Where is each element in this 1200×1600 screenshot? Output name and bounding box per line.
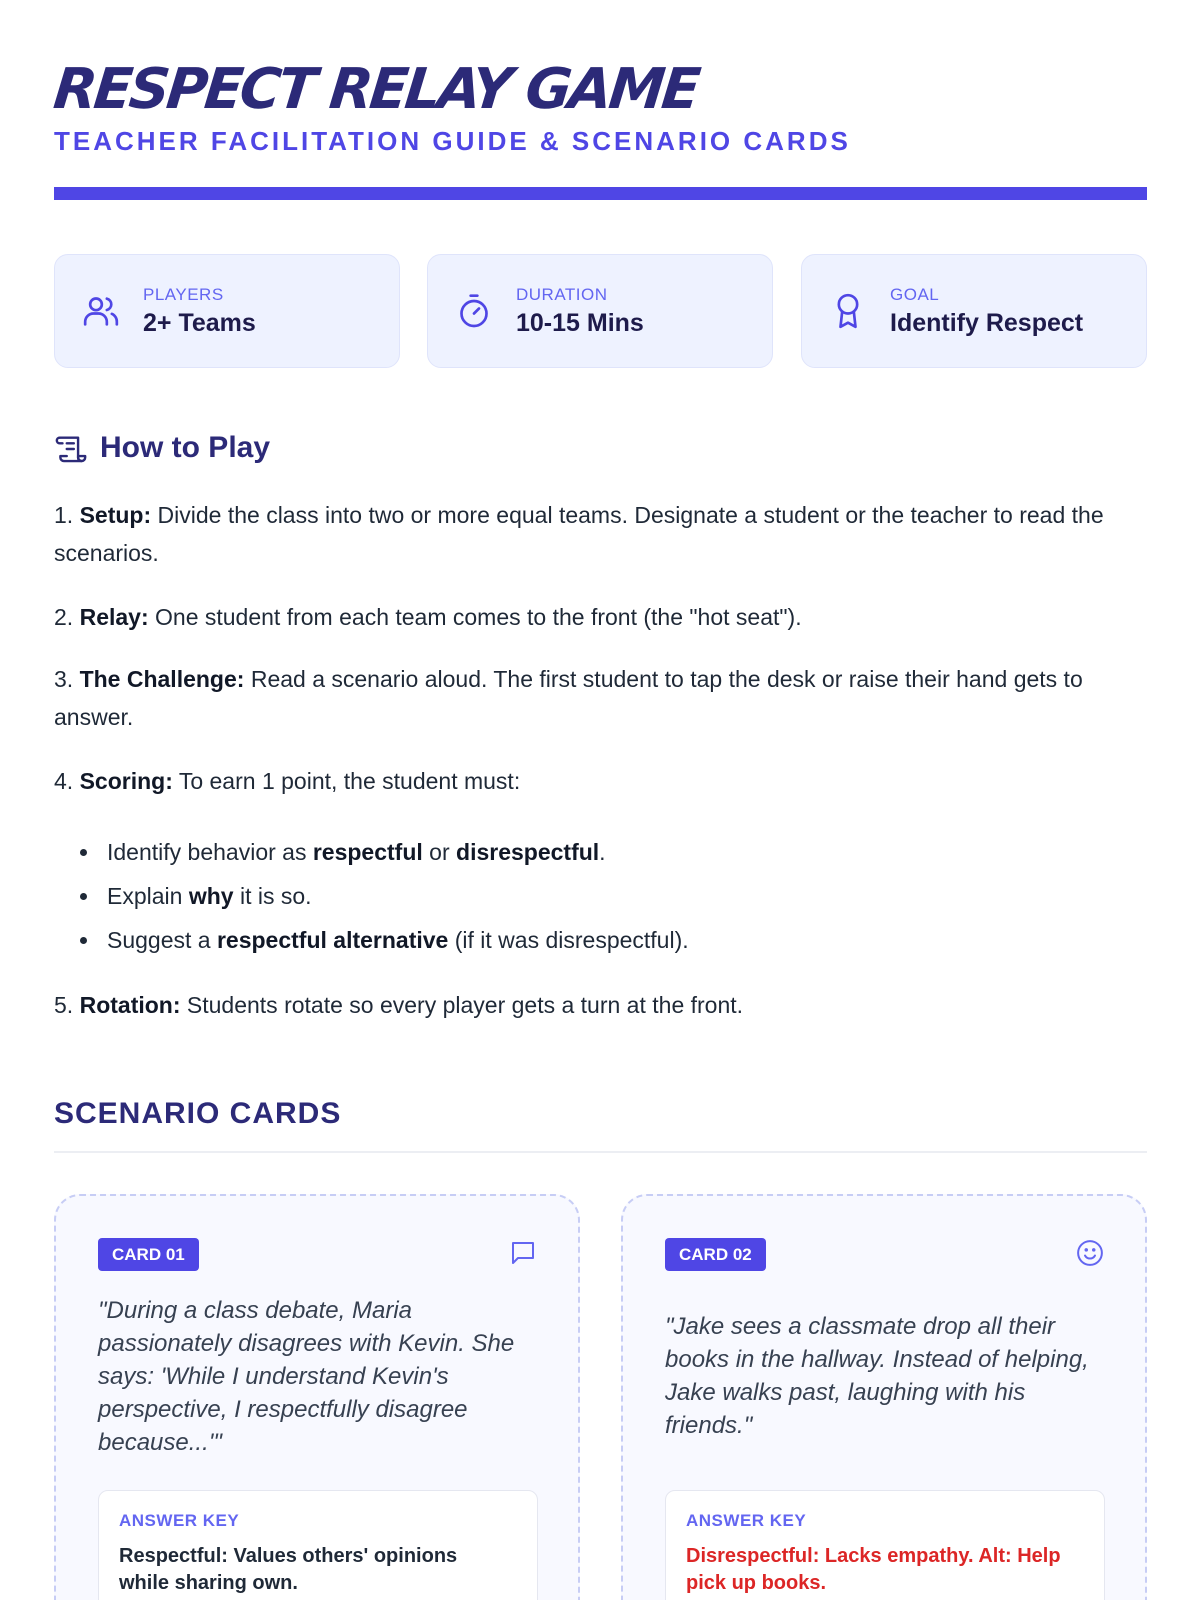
award-ribbon-icon (828, 291, 868, 331)
list-item: Identify behavior as respectful or disrespectful. (54, 830, 1147, 874)
scenario-text: "Jake sees a classmate drop all their books in the hallway. Instead of helping, Jake walks past, laughing with his friends." (665, 1313, 1089, 1439)
list-item: Suggest a respectful alternative (if it was disrespectful). (54, 918, 1147, 962)
answer-key-text: Respectful: Values others' opinions while sharing own. (119, 1545, 458, 1594)
scoring-list (54, 830, 1147, 962)
list-item: Explain why it is so. (54, 874, 1147, 918)
card-badge: CARD 02 (665, 1238, 766, 1271)
step-2: 2. Relay: One student from each team comes to the front (the "hot seat"). (54, 604, 802, 630)
stat-card-duration (427, 254, 773, 368)
answer-key-label: ANSWER KEY (686, 1511, 807, 1530)
answer-key-text: Disrespectful: Lacks empathy. Alt: Help pick up books. (686, 1545, 1061, 1594)
chat-bubble-icon (508, 1238, 538, 1268)
stat-label: PLAYERS (143, 285, 224, 304)
stat-value: 2+ Teams (143, 309, 256, 337)
answer-key-box (665, 1490, 1105, 1600)
stat-card-goal (801, 254, 1147, 368)
section-divider (54, 1151, 1147, 1153)
step-4: 4. Scoring: To earn 1 point, the student must: (54, 768, 521, 794)
users-icon (81, 291, 121, 331)
title-divider (54, 187, 1147, 200)
stat-label: GOAL (890, 285, 940, 304)
answer-key-label: ANSWER KEY (119, 1511, 240, 1530)
how-to-play-title: How to Play (100, 431, 271, 464)
page-title: RESPECT RELAY GAME (50, 57, 701, 122)
page-subtitle: TEACHER FACILITATION GUIDE & SCENARIO CARDS (54, 126, 851, 156)
card-badge: CARD 01 (98, 1238, 199, 1271)
step-1: 1. Setup: Divide the class into two or more equal teams. Designate a student or the teacher to read the scenarios. (54, 502, 1104, 566)
stat-card-players (54, 254, 400, 368)
scenario-cards-heading: SCENARIO CARDS (54, 1097, 342, 1130)
step-5: 5. Rotation: Students rotate so every player gets a turn at the front. (54, 992, 744, 1018)
smiley-icon (1075, 1238, 1105, 1268)
stat-value: 10-15 Mins (516, 309, 644, 337)
scenario-card-01 (54, 1194, 580, 1600)
scroll-icon (54, 432, 88, 466)
scenario-text: "During a class debate, Maria passionately disagrees with Kevin. She says: 'While I understand Kevin's perspective, I respectfully disagree because...'" (98, 1297, 515, 1456)
answer-key-box (98, 1490, 538, 1600)
stat-label: DURATION (516, 285, 608, 304)
step-3: 3. The Challenge: Read a scenario aloud. The first student to tap the desk or raise their hand gets to answer. (54, 666, 1083, 730)
stat-value: Identify Respect (890, 309, 1084, 337)
scenario-card-02 (621, 1194, 1147, 1600)
stopwatch-icon (454, 291, 494, 331)
stats-row (54, 254, 1147, 368)
